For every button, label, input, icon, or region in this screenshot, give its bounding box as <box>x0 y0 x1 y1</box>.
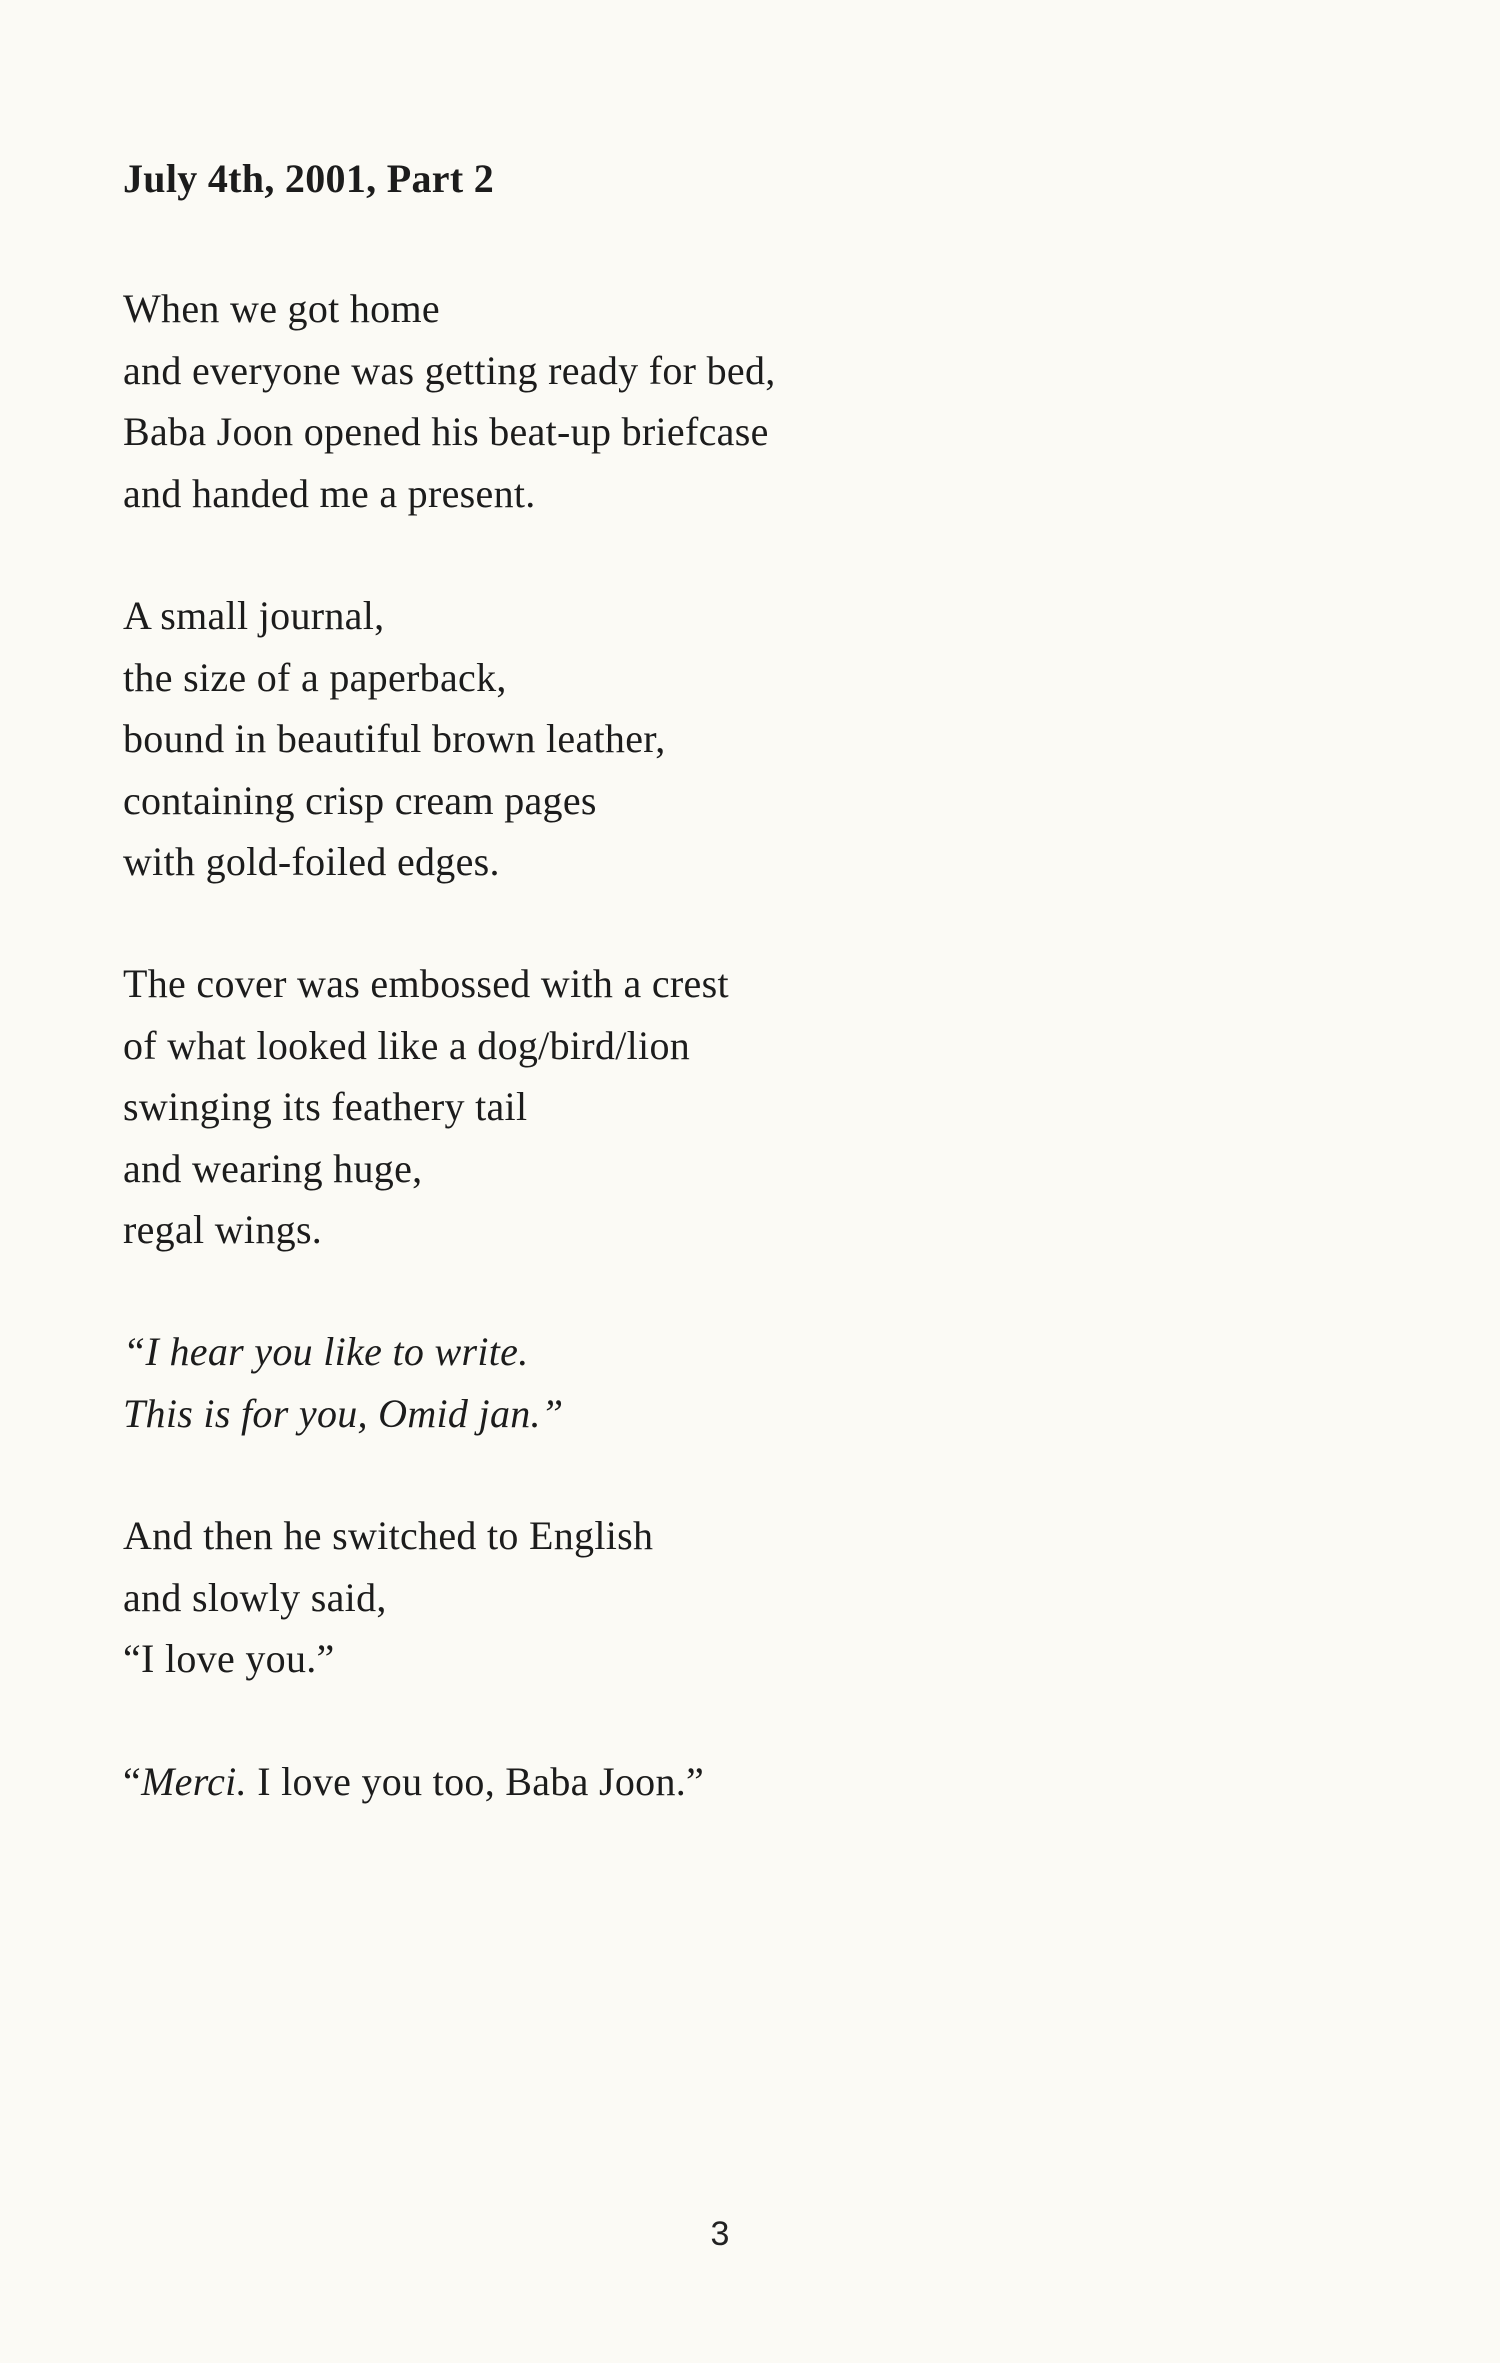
poem-line: and handed me a present. <box>123 470 536 516</box>
poem-line: bound in beautiful brown leather, <box>123 716 666 761</box>
stanza-3 <box>123 953 729 1261</box>
poem-line: the size of a paperback, <box>123 654 507 700</box>
quoted-line: “I hear you like to write. <box>123 1329 529 1374</box>
stanza-6 <box>123 1751 704 1813</box>
poem-line: When we got home <box>123 286 440 331</box>
poem-line: and slowly said, <box>123 1574 387 1620</box>
poem-line: regal wings. <box>123 1207 323 1252</box>
poem-line: containing crisp cream pages <box>123 777 597 823</box>
poem-line: swinging its feathery tail <box>123 1084 528 1129</box>
poem-line: A small journal, <box>123 593 385 638</box>
poem-line: of what looked like a dog/bird/lion <box>123 1022 691 1068</box>
poem-line: and everyone was getting ready for bed, <box>123 347 776 393</box>
poem-line: Baba Joon opened his beat-up briefcase <box>123 409 769 454</box>
stanza-4-quote <box>123 1321 563 1444</box>
open-quote: “ <box>123 1759 142 1804</box>
stanza-2 <box>123 585 666 893</box>
stanza-1 <box>123 278 776 524</box>
stanza-5 <box>123 1505 653 1690</box>
chapter-title: July 4th, 2001, Part 2 <box>123 156 495 201</box>
reply-rest: I love you too, Baba Joon.” <box>246 1759 705 1804</box>
poem-line: The cover was embossed with a crest <box>123 961 729 1006</box>
poem-line: and wearing huge, <box>123 1145 423 1191</box>
merci-word: Merci. <box>141 1759 247 1804</box>
poem-line: And then he switched to English <box>123 1513 654 1558</box>
poem-line: “I love you.” <box>123 1636 335 1681</box>
page-number: 3 <box>710 2215 730 2253</box>
poem-line-reply <box>123 1751 704 1813</box>
quoted-line: This is for you, Omid jan.” <box>123 1390 564 1436</box>
poem-line: with gold-foiled edges. <box>123 839 500 884</box>
